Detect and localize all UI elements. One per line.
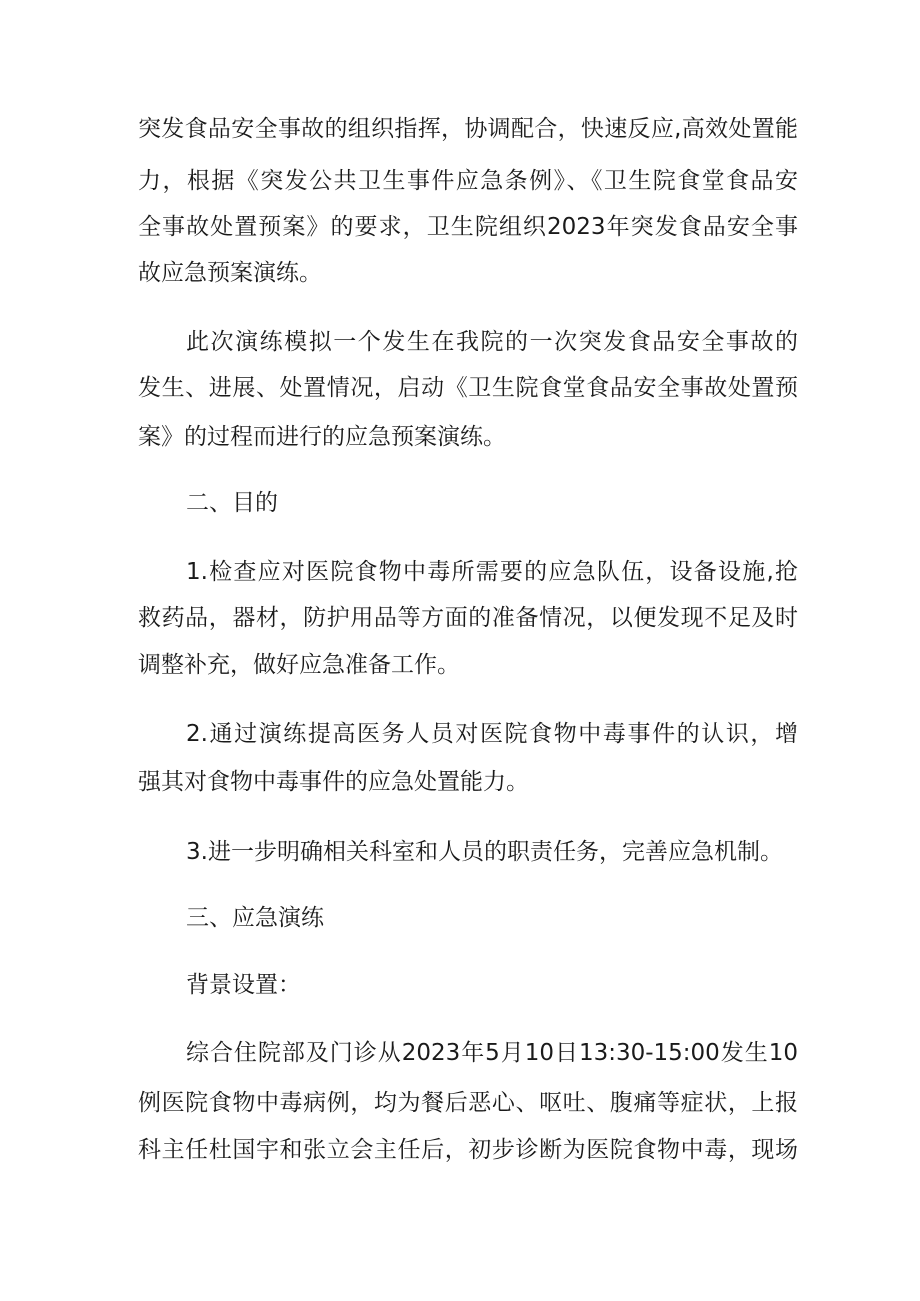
paragraph-1-line-3: 全事故处置预案》的要求，卫生院组织2023年突发食品安全事: [138, 214, 798, 240]
scenario-line-2: 例医院食物中毒病例，均为餐后恶心、呕吐、腹痛等症状，上报: [138, 1090, 798, 1116]
purpose-item-2-line-1: 2.通过演练提高医务人员对医院食物中毒事件的认识，增: [186, 721, 798, 747]
paragraph-1-line-4: 故应急预案演练。: [138, 260, 322, 286]
purpose-item-1-line-1: 1.检查应对医院食物中毒所需要的应急队伍，设备设施,抢: [186, 559, 798, 585]
background-setting-label: 背景设置：: [186, 972, 301, 998]
paragraph-2-line-2: 发生、进展、处置情况，启动《卫生院食堂食品安全事故处置预: [138, 375, 798, 401]
purpose-item-1-line-2: 救药品，器材，防护用品等方面的准备情况，以便发现不足及时: [138, 605, 798, 631]
paragraph-2-line-3: 案》的过程而进行的应急预案演练。: [138, 424, 506, 450]
purpose-item-2-line-2: 强其对食物中毒事件的应急处置能力。: [138, 769, 529, 795]
scenario-line-1: 综合住院部及门诊从2023年5月10日13:30-15:00发生10: [186, 1040, 798, 1066]
paragraph-1-line-2: 力，根据《突发公共卫生事件应急条例》、《卫生院食堂食品安: [138, 168, 798, 194]
paragraph-2-line-1: 此次演练模拟一个发生在我院的一次突发食品安全事故的: [186, 329, 798, 355]
purpose-item-1-line-3: 调整补充，做好应急准备工作。: [138, 652, 460, 678]
scenario-line-3: 科主任杜国宇和张立会主任后，初步诊断为医院食物中毒，现场: [138, 1137, 798, 1163]
section-heading-drill: 三、应急演练: [186, 905, 324, 931]
section-heading-purpose: 二、目的: [186, 490, 278, 516]
purpose-item-3: 3.进一步明确相关科室和人员的职责任务，完善应急机制。: [186, 839, 783, 865]
paragraph-1-line-1: 突发食品安全事故的组织指挥，协调配合，快速反应,高效处置能: [138, 116, 798, 142]
